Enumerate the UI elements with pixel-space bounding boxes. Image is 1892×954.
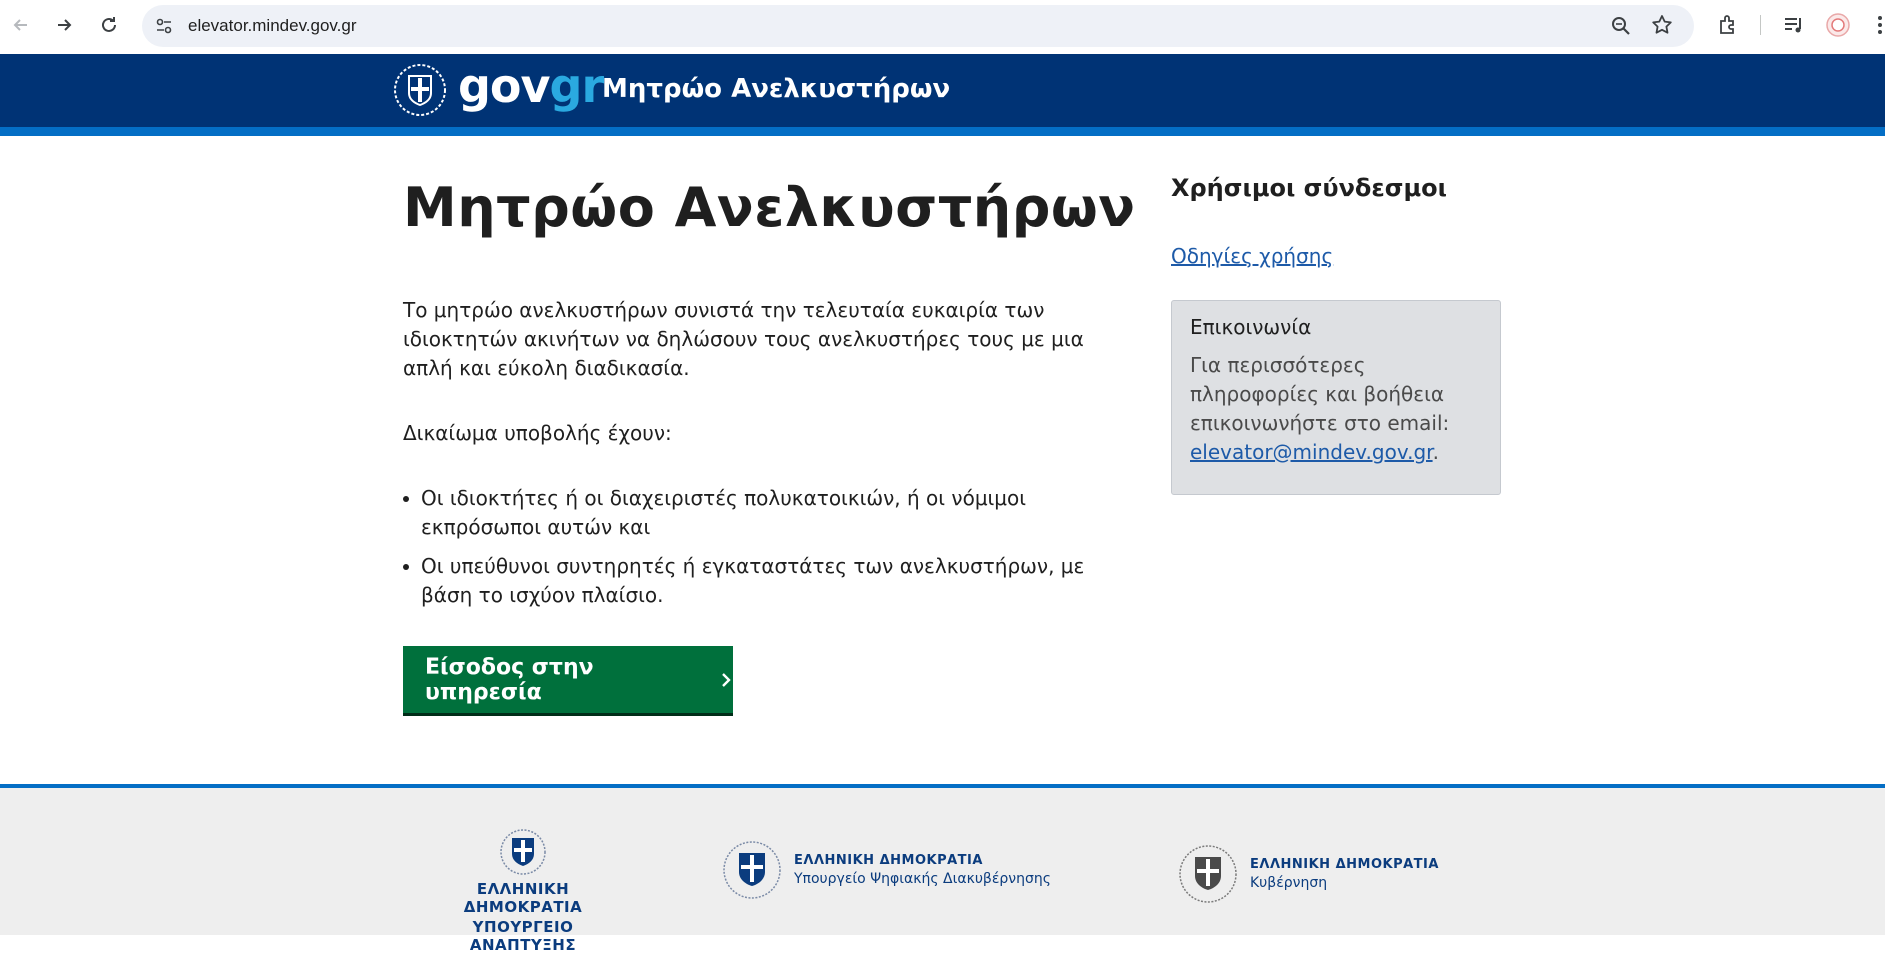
logo-gr-text: gr: [549, 59, 604, 113]
address-bar[interactable]: [142, 5, 1694, 47]
ministry-development-logo[interactable]: [418, 828, 628, 954]
contact-period: .: [1432, 440, 1439, 464]
government-logo[interactable]: [1178, 844, 1439, 904]
contact-box: [1171, 300, 1501, 495]
rights-title: Δικαίωμα υποβολής έχουν:: [403, 421, 672, 445]
chevron-right-icon: [719, 673, 733, 687]
browser-menu-icon[interactable]: [1868, 13, 1892, 37]
service-name[interactable]: Μητρώο Ανελκυστήρων: [602, 74, 951, 104]
list-item: Οι υπεύθυνοι συντηρητές ή εγκαταστάτες των ανελκυστήρων, με βάση το ισχύον πλαίσιο.: [403, 552, 1123, 610]
greek-emblem-icon: [499, 828, 547, 876]
footer-logo2-line2: Υπουργείο Ψηφιακής Διακυβέρνησης: [794, 871, 1051, 887]
extensions-icon[interactable]: [1716, 13, 1740, 37]
greek-republic-emblem-icon[interactable]: [393, 63, 447, 117]
forward-arrow-icon: [54, 15, 74, 35]
reload-button[interactable]: [96, 12, 122, 38]
govgr-logo[interactable]: [458, 56, 603, 116]
contact-title: Επικοινωνία: [1190, 315, 1312, 339]
list-item: Οι ιδιοκτήτες ή οι διαχειριστές πολυκατοικιών, ή οι νόμιμοι εκπρόσωποι αυτών και: [403, 484, 1123, 542]
media-control-icon[interactable]: [1782, 13, 1806, 37]
page-title: Μητρώο Ανελκυστήρων: [403, 176, 1136, 239]
profile-avatar-icon[interactable]: [1826, 13, 1850, 37]
footer-logo1-line2: ΥΠΟΥΡΓΕΙΟ ΑΝΑΠΤΥΞΗΣ: [469, 918, 577, 954]
site-header: [0, 54, 1885, 136]
footer-logo3-line2: Κυβέρνηση: [1250, 875, 1328, 891]
footer-logo3-line1: ΕΛΛΗΝΙΚΗ ΔΗΜΟΚΡΑΤΙΑ: [1250, 857, 1439, 872]
greek-emblem-icon: [722, 840, 782, 900]
contact-description: Για περισσότερες πληροφορίες και βοήθεια επικοινωνήστε στο email:: [1190, 353, 1450, 435]
forward-button[interactable]: [51, 12, 77, 38]
rights-list: [403, 484, 1123, 620]
contact-email-link[interactable]: elevator@mindev.gov.gr: [1190, 440, 1433, 464]
start-service-button[interactable]: [403, 646, 733, 716]
back-button[interactable]: [8, 12, 34, 38]
start-service-label: Είσοδος στην υπηρεσία: [425, 654, 594, 705]
reload-icon: [99, 15, 119, 35]
greek-emblem-icon: [1178, 844, 1238, 904]
intro-paragraph: Το μητρώο ανελκυστήρων συνιστά την τελευταία ευκαιρία των ιδιοκτητών ακινήτων να δηλώσουν τους ανελκυστήρες τους με μια απλή και εύκολη διαδικασία.: [403, 298, 1084, 380]
browser-toolbar: [0, 0, 1885, 54]
back-arrow-icon: [11, 15, 31, 35]
useful-links-title: Χρήσιμοι σύνδεσμοι: [1171, 174, 1447, 202]
site-footer: [0, 784, 1885, 954]
toolbar-divider: [1760, 15, 1761, 35]
footer-logo2-line1: ΕΛΛΗΝΙΚΗ ΔΗΜΟΚΡΑΤΙΑ: [794, 853, 983, 868]
footer-logo1-line1: ΕΛΛΗΝΙΚΗ ΔΗΜΟΚΡΑΤΙΑ: [463, 880, 583, 916]
user-guide-link[interactable]: Οδηγίες χρήσης: [1171, 244, 1334, 268]
ministry-digital-governance-logo[interactable]: [722, 840, 1051, 900]
site-settings-icon[interactable]: [154, 16, 174, 36]
logo-gov-text: gov: [458, 59, 550, 113]
url-text[interactable]: elevator.mindev.gov.gr: [188, 16, 357, 35]
contact-text: [1190, 351, 1482, 467]
zoom-icon[interactable]: [1610, 15, 1632, 37]
bookmark-star-icon[interactable]: [1650, 13, 1674, 37]
